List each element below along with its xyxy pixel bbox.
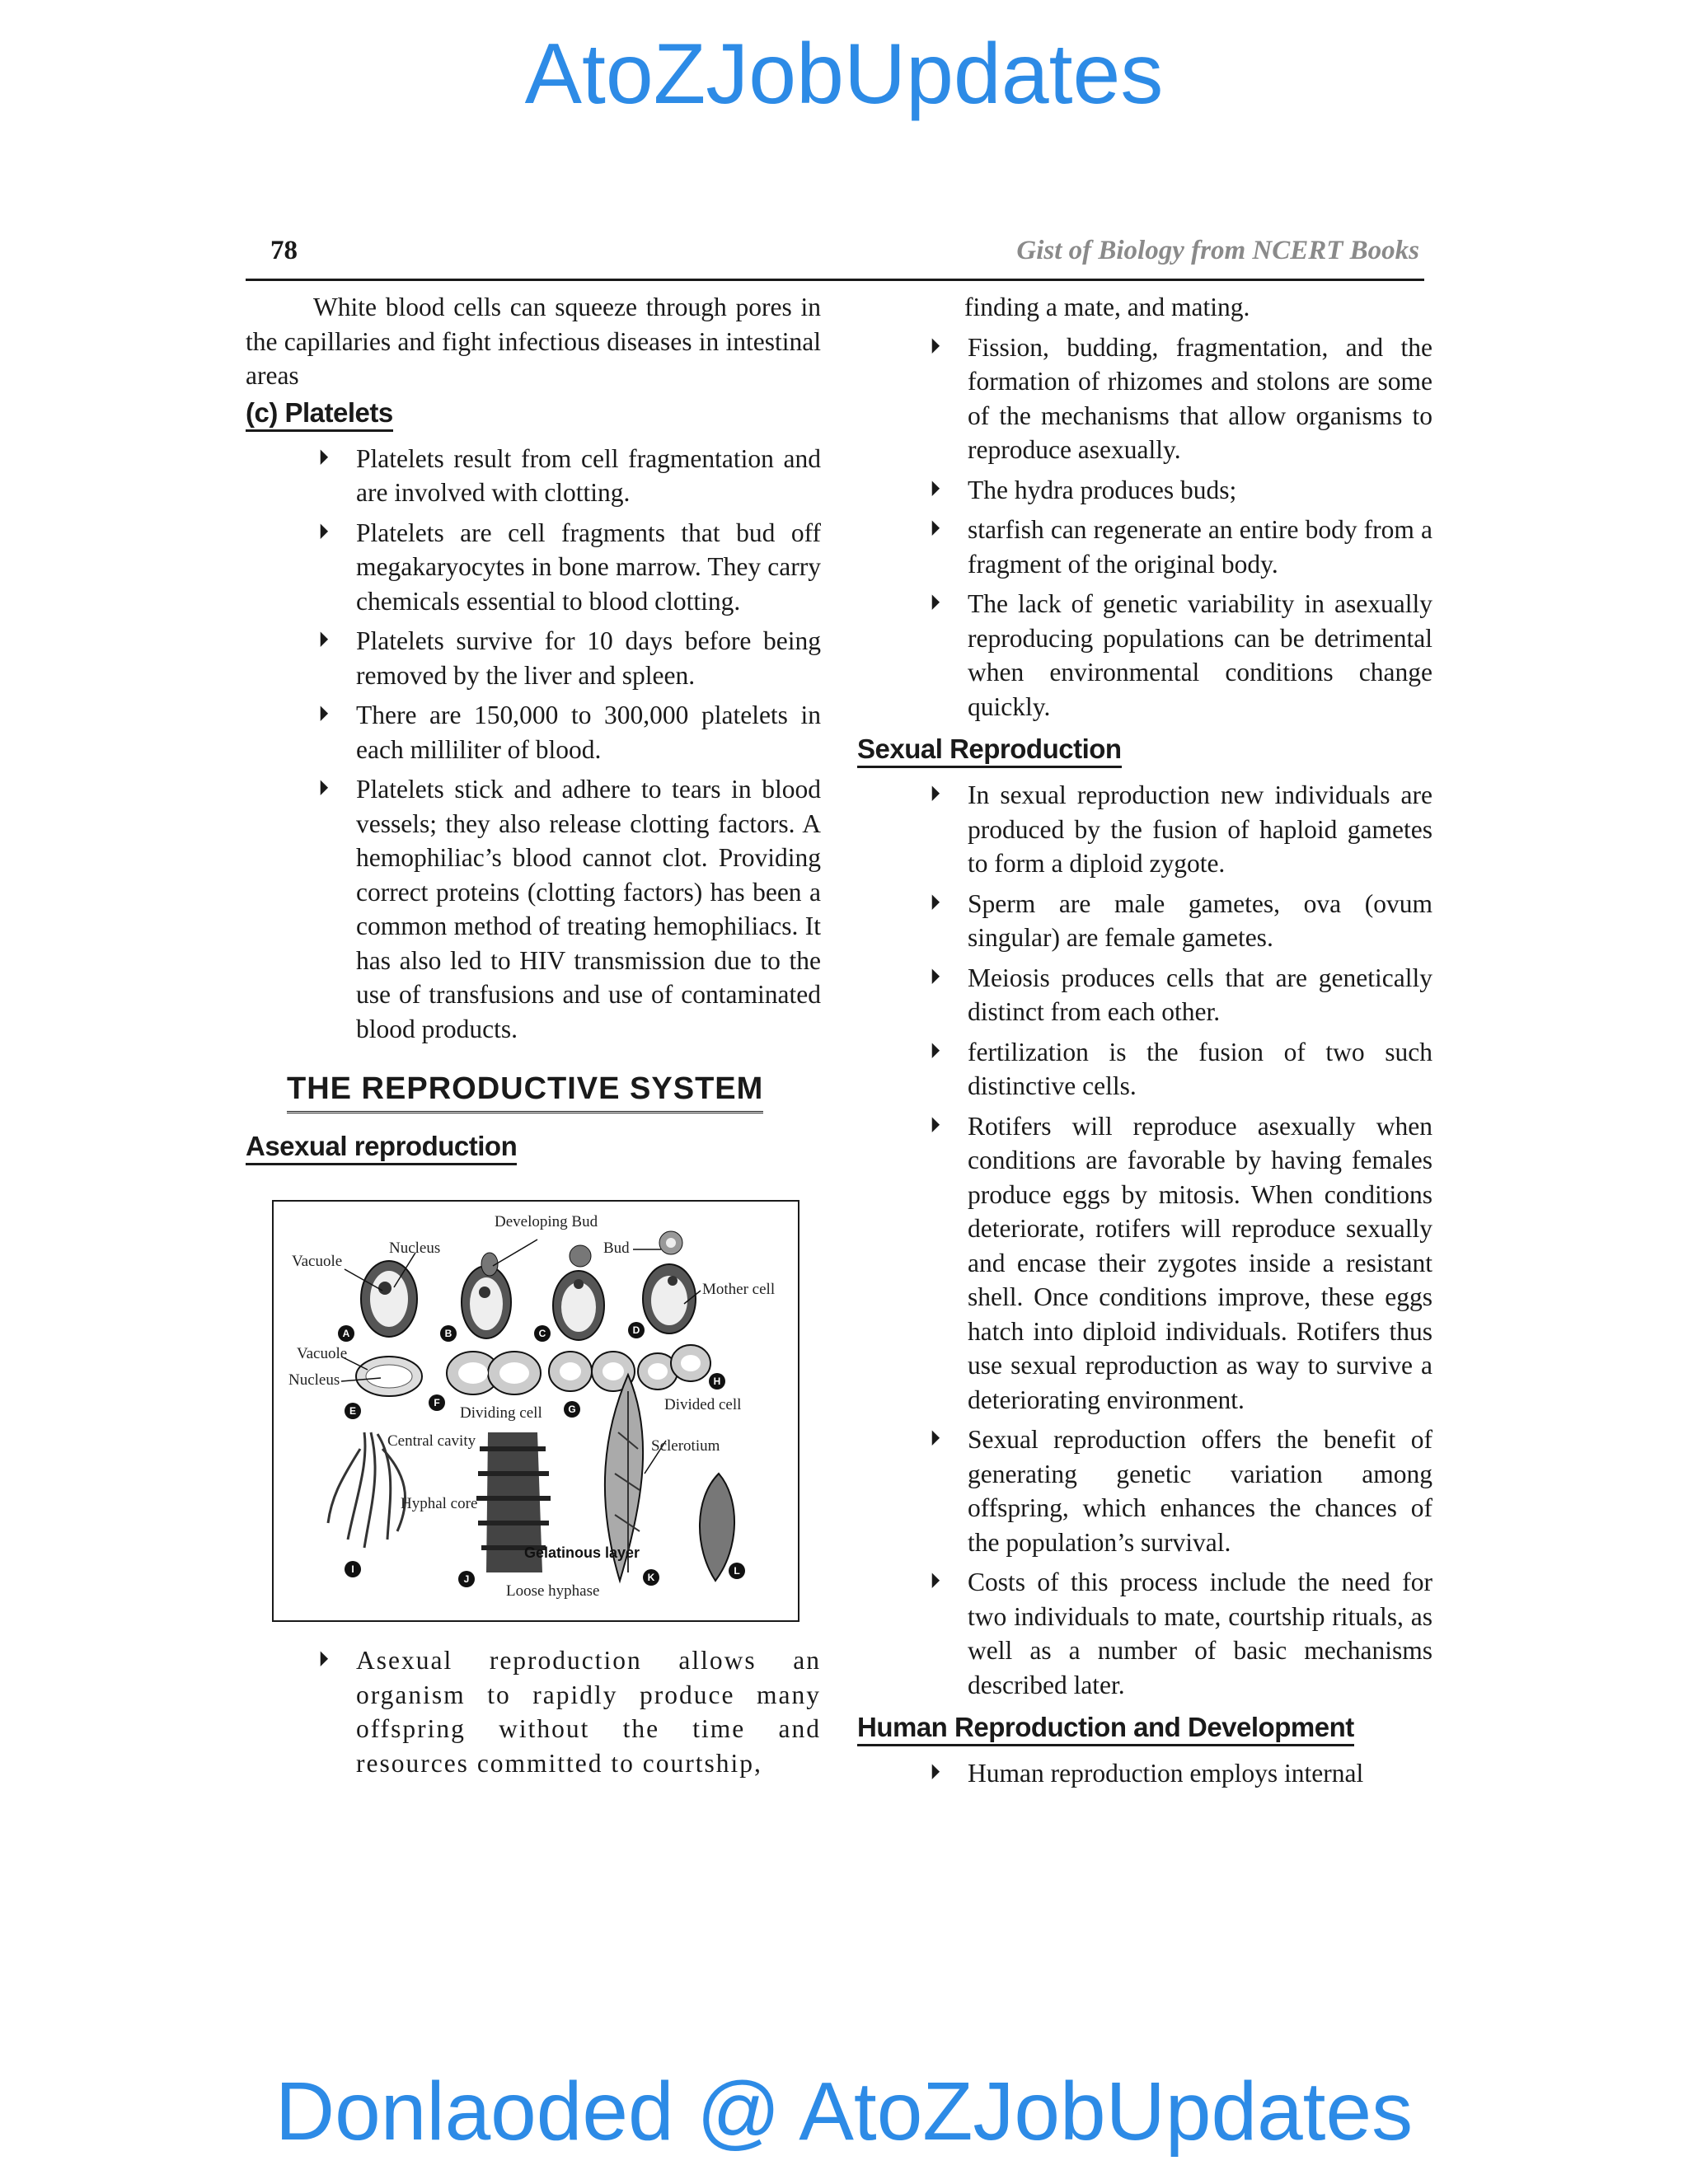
asexual-heading: Asexual reproduction xyxy=(246,1130,517,1165)
continuation-text: finding a mate, and mating. xyxy=(964,293,1250,321)
list-item: ⏵ Asexual reproduction allows an organism to rapidly produce many offspring without the time and resources committed to courtship, xyxy=(246,1643,821,1780)
label-nucleus-2: Nucleus xyxy=(288,1371,340,1389)
double-arrow-icon: ⏵ xyxy=(930,1427,941,1451)
yeast-cell-a xyxy=(361,1261,417,1337)
double-arrow-icon: ⏵ xyxy=(318,628,330,653)
fission-cell-f xyxy=(447,1352,541,1394)
list-item: ⏵ Platelets stick and adhere to tears in blood vessels; they also release clotting factors. A hemophiliac’s blood cannot clot. Providing correct proteins (clotting factors) has been a common method of treating hemophiliacs. It has also led to HIV transmission due to the use of transfusions and use of contaminated blood products. xyxy=(246,772,821,1046)
sexual-points-list xyxy=(857,778,1432,1702)
list-item: ⏵ Rotifers will reproduce asexually when conditions are favorable by having females produce eggs by mitosis. When conditions deteriorate, rotifers will reproduce sexually and encase their zygotes inside a resistant shell. Once conditions improve, these eggs hatch into diploid individuals. Rotifers thus use sexual reproduction as way to survive a deteriorating environment. xyxy=(857,1109,1432,1418)
label-mother-cell: Mother cell xyxy=(702,1281,776,1298)
double-arrow-icon: ⏵ xyxy=(318,445,330,471)
svg-text:A: A xyxy=(342,1328,350,1339)
list-item: ⏵ Meiosis produces cells that are genetically distinct from each other. xyxy=(857,961,1432,1029)
svg-text:C: C xyxy=(538,1328,546,1339)
section-title: THE REPRODUCTIVE SYSTEM xyxy=(287,1070,763,1113)
label-loose-hyphase: Loose hyphase xyxy=(506,1582,600,1600)
double-arrow-icon: ⏵ xyxy=(930,517,941,541)
list-item: ⏵ Fission, budding, fragmentation, and the formation of rhizomes and stolons are some of the mechanisms that allow organisms to reproduce asexually. xyxy=(857,330,1432,467)
svg-text:B: B xyxy=(444,1328,452,1339)
double-arrow-icon: ⏵ xyxy=(318,702,330,727)
watermark-top: AtoZJobUpdates xyxy=(524,26,1164,122)
fission-cell-g xyxy=(549,1352,635,1391)
label-sclerotium: Sclerotium xyxy=(651,1437,720,1455)
list-item: ⏵ The hydra produces buds; xyxy=(857,473,1432,508)
figure-illustration xyxy=(274,1202,798,1620)
svg-text:F: F xyxy=(434,1397,440,1408)
sclerotium-l xyxy=(700,1474,734,1581)
label-vacuole: Vacuole xyxy=(292,1253,343,1270)
svg-text:J: J xyxy=(463,1573,470,1585)
svg-text:I: I xyxy=(351,1563,354,1575)
double-arrow-icon: ⏵ xyxy=(930,1569,941,1594)
yeast-cell-d xyxy=(643,1231,696,1333)
list-item: ⏵ Costs of this process include the need for two individuals to mate, courtship rituals, as well as a number of basic mechanisms described later. xyxy=(857,1565,1432,1702)
list-item: ⏵ Platelets survive for 10 days before being removed by the liver and spleen. xyxy=(246,624,821,692)
sexual-reproduction-heading: Sexual Reproduction xyxy=(857,733,1122,768)
double-arrow-icon: ⏵ xyxy=(318,519,330,545)
asexual-points-list xyxy=(857,330,1432,724)
label-central-cavity: Central cavity xyxy=(387,1432,476,1450)
double-arrow-icon: ⏵ xyxy=(930,1760,941,1785)
list-item: ⏵ Platelets result from cell fragmentation and are involved with clotting. xyxy=(246,442,821,510)
double-arrow-icon: ⏵ xyxy=(318,776,330,801)
human-points-list xyxy=(857,1756,1432,1791)
platelets-list xyxy=(246,442,821,1047)
asexual-reproduction-figure xyxy=(272,1200,799,1622)
platelets-heading: (c) Platelets xyxy=(246,396,393,432)
list-item: ⏵ Sexual reproduction offers the benefit of generating genetic variation among offspring, which enhances the chances of the population’s survival. xyxy=(857,1422,1432,1559)
label-dividing-cell: Dividing cell xyxy=(460,1404,542,1422)
double-arrow-icon: ⏵ xyxy=(930,591,941,616)
label-hyphal-core: Hyphal core xyxy=(401,1495,478,1512)
svg-text:D: D xyxy=(632,1324,640,1336)
human-reproduction-heading: Human Reproduction and Development xyxy=(857,1711,1354,1746)
label-developing: Developing Bud xyxy=(495,1213,598,1230)
intro-paragraph: White blood cells can squeeze through pores in the capillaries and fight infectious diseases in intestinal areas xyxy=(246,293,821,390)
list-item: ⏵ Platelets are cell fragments that bud off megakaryocytes in bone marrow. They carry chemicals essential to blood clotting. xyxy=(246,516,821,619)
list-item: ⏵ starfish can regenerate an entire body from a fragment of the original body. xyxy=(857,513,1432,581)
double-arrow-icon: ⏵ xyxy=(930,1113,941,1138)
list-item: ⏵ fertilization is the fusion of two such distinctive cells. xyxy=(857,1035,1432,1104)
left-column xyxy=(246,290,821,1786)
list-item: ⏵ There are 150,000 to 300,000 platelets in each milliliter of blood. xyxy=(246,698,821,766)
fission-cell-h xyxy=(638,1345,710,1390)
right-column xyxy=(857,290,1432,1797)
svg-text:H: H xyxy=(713,1376,721,1387)
list-item: ⏵ In sexual reproduction new individuals are produced by the fusion of haploid gametes to form a diploid zygote. xyxy=(857,778,1432,881)
double-arrow-icon: ⏵ xyxy=(930,890,941,916)
svg-text:L: L xyxy=(734,1565,740,1577)
double-arrow-icon: ⏵ xyxy=(930,1038,941,1064)
double-arrow-icon: ⏵ xyxy=(930,476,941,502)
watermark-bottom: Donlaoded @ AtoZJobUpdates xyxy=(274,2065,1414,2158)
svg-text:K: K xyxy=(647,1572,655,1583)
asexual-list xyxy=(246,1643,821,1780)
label-vacuole-2: Vacuole xyxy=(297,1345,348,1362)
double-arrow-icon: ⏵ xyxy=(318,1647,331,1672)
page-header xyxy=(246,229,1424,281)
double-arrow-icon: ⏵ xyxy=(930,964,941,990)
list-item: ⏵ The lack of genetic variability in asexually reproducing populations can be detrimental when environmental conditions change quickly. xyxy=(857,587,1432,724)
page-number: 78 xyxy=(270,236,298,265)
list-item: ⏵ Sperm are male gametes, ova (ovum singular) are female gametes. xyxy=(857,887,1432,955)
label-nucleus: Nucleus xyxy=(389,1240,441,1257)
running-title: Gist of Biology from NCERT Books xyxy=(1016,236,1419,265)
svg-text:G: G xyxy=(568,1404,576,1415)
fission-cell-e xyxy=(356,1357,422,1396)
hyphal-strand-i xyxy=(328,1432,406,1548)
label-gelatinous-layer: Gelatinous layer xyxy=(524,1544,640,1561)
double-arrow-icon: ⏵ xyxy=(930,334,941,359)
double-arrow-icon: ⏵ xyxy=(930,782,941,807)
yeast-cell-c xyxy=(553,1245,604,1340)
yeast-cell-b xyxy=(462,1253,511,1338)
list-item: ⏵ Human reproduction employs internal xyxy=(857,1756,1432,1791)
svg-text:E: E xyxy=(349,1405,357,1417)
label-bud: Bud xyxy=(603,1240,630,1257)
label-divided-cell: Divided cell xyxy=(664,1396,742,1413)
